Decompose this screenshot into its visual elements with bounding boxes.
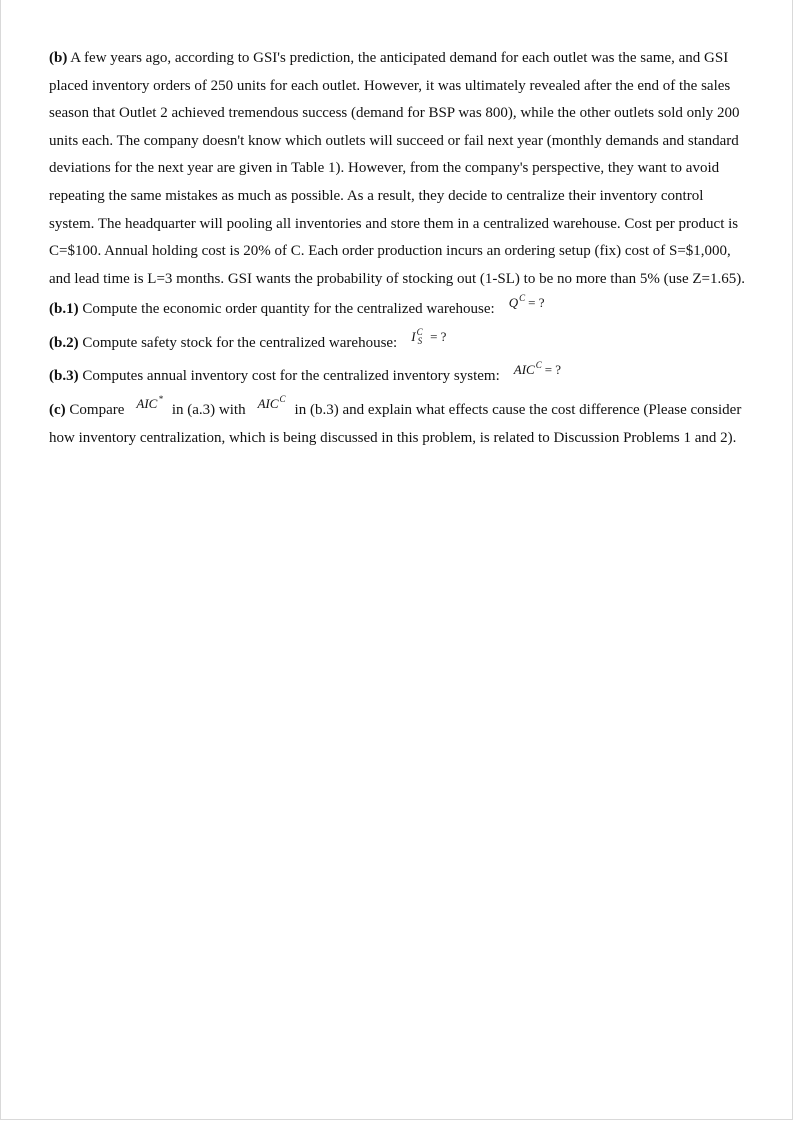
formula-is-c-base: I	[411, 328, 416, 344]
formula-aic-star	[136, 390, 161, 420]
question-b1	[49, 295, 751, 329]
formula-is-c-sup: C	[416, 326, 423, 337]
part-c-text-2: in (a.3) with	[171, 401, 246, 418]
formula-aic-star-base: AIC	[136, 395, 158, 411]
part-b1-label: (b.1)	[49, 301, 79, 318]
formula-aic-c	[514, 356, 561, 386]
paragraph-part-c	[49, 393, 751, 453]
part-b-text: A few years ago, according to GSI's prediction, the anticipated demand for each outlet was the same, and GSI placed inventory orders of 250 units for each outlet. However, it was ultimately revealed after the end of the sales season that Outlet 2 achieved tremendous success (demand for BSP was 800), while the other outlets sold only 200 units each. The company doesn't know which outlets will succeed or fail next year (monthly demands and standard deviations for the next year are given in Table 1). However, from the company's perspective, they want to avoid repeating the same mistakes as much as possible. As a result, they decide to centralize their inventory control system. The headquarter will pooling all inventories and store them in a centralized warehouse. Cost per product is C=$100. Annual holding cost is 20% of C. Each order production incurs an ordering setup (fix) cost of S=$1,000, and lead time is L=3 months. GSI wants the probability of stocking out (1-SL) to be no more than 5% (use Z=1.65).	[49, 50, 745, 287]
part-c-text-1: Compare	[69, 401, 125, 418]
formula-aic-c-inline	[258, 390, 285, 420]
formula-q-c-eq: = ?	[528, 295, 545, 311]
part-b1-text: Compute the economic order quantity for the centralized warehouse:	[82, 301, 495, 318]
part-b2-label: (b.2)	[49, 334, 79, 351]
formula-is-c-eq: = ?	[430, 328, 447, 344]
formula-aic-c-inline-sup: C	[279, 393, 286, 404]
formula-q-c-sup: C	[519, 293, 526, 304]
formula-q-c	[509, 289, 545, 319]
part-c-label: (c)	[49, 401, 66, 418]
document-content	[49, 45, 751, 453]
question-b2	[49, 326, 751, 363]
formula-is-c-sub: S	[417, 335, 423, 346]
formula-q-c-base: Q	[508, 295, 519, 311]
part-b3-label: (b.3)	[49, 368, 79, 385]
part-b2-text: Compute safety stock for the centralized warehouse:	[82, 334, 398, 351]
formula-aic-c-eq: = ?	[544, 362, 562, 378]
formula-aic-star-sup: *	[158, 393, 163, 404]
formula-is-c	[411, 323, 446, 353]
formula-aic-c-inline-base: AIC	[257, 395, 279, 411]
formula-aic-c-base: AIC	[513, 362, 535, 378]
formula-aic-c-sup: C	[535, 360, 542, 371]
part-c-text-3: in (b.3) and explain what effects cause the cost difference (Please consider how inventory centralization, which is being discussed in this problem, is related to Discussion Problems 1 and 2).	[49, 401, 742, 447]
part-b-label: (b)	[49, 50, 68, 66]
part-b3-text: Computes annual inventory cost for the centralized inventory system:	[82, 368, 500, 385]
paragraph-part-b	[49, 45, 751, 293]
